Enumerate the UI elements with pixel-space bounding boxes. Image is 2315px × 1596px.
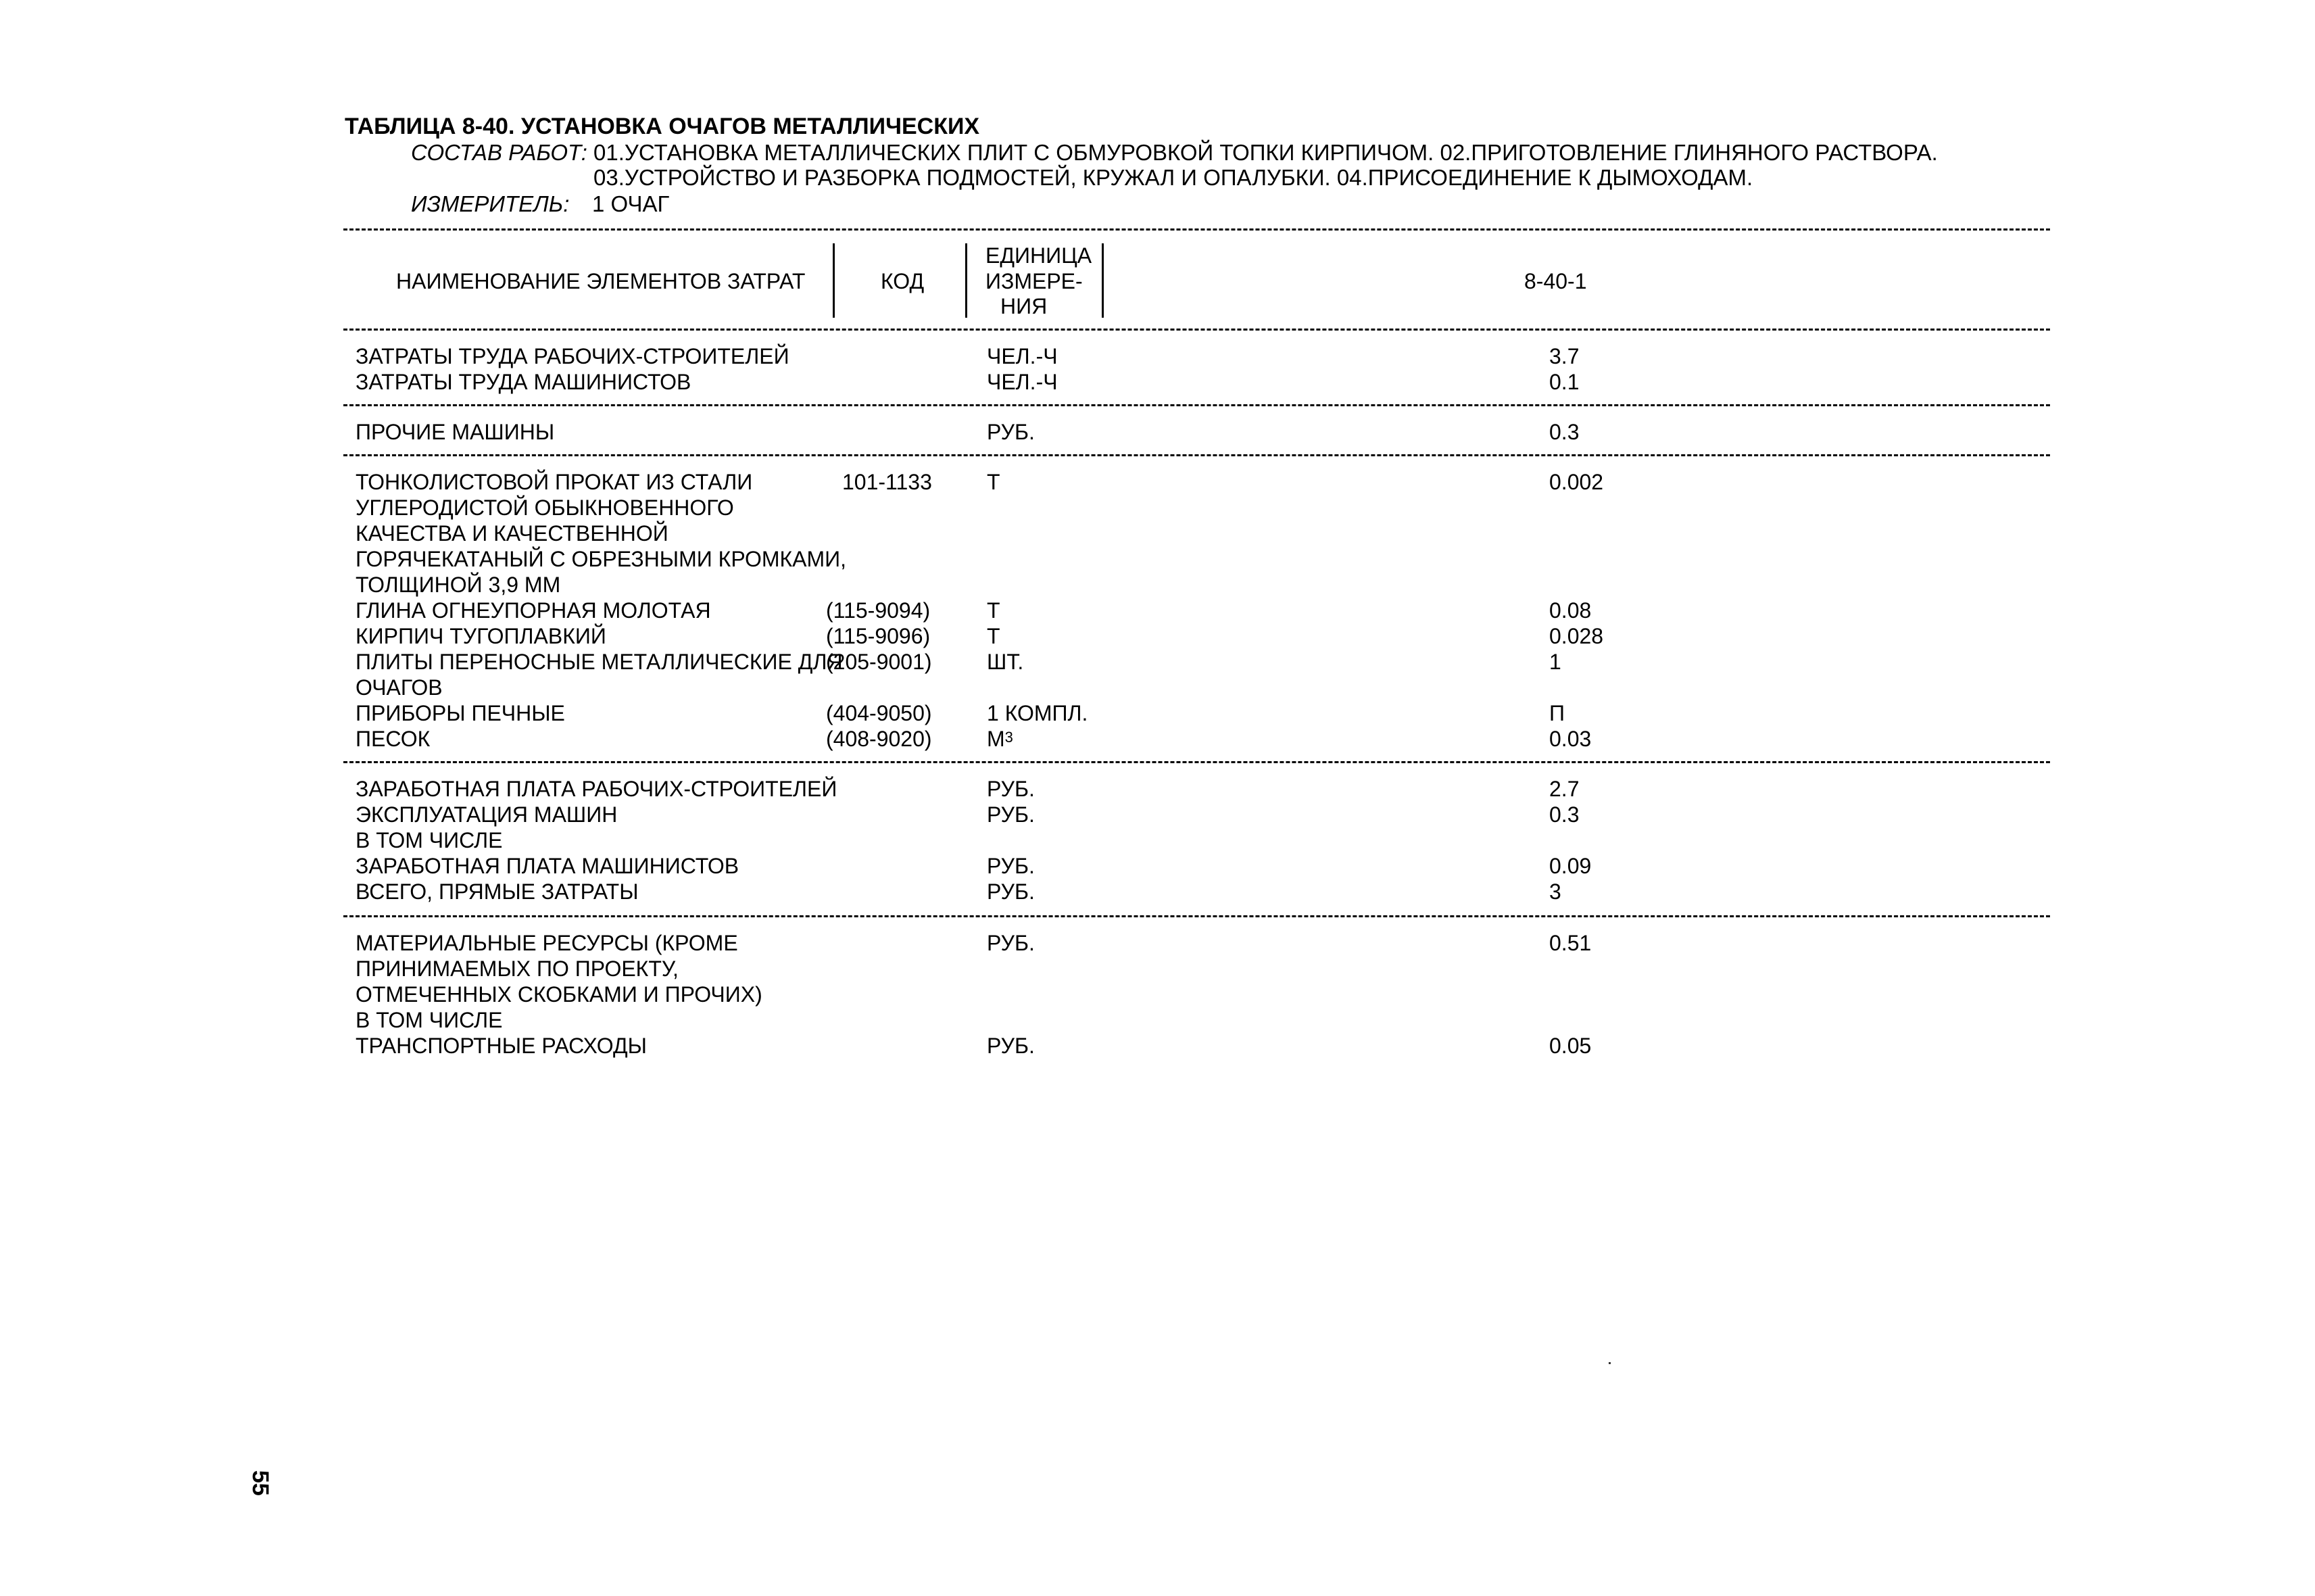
row-name: ЗАТРАТЫ ТРУДА РАБОЧИХ-СТРОИТЕЛЕЙ	[356, 344, 789, 368]
section-rule	[343, 915, 2050, 917]
composition-text-line-1: 01.УСТАНОВКА МЕТАЛЛИЧЕСКИХ ПЛИТ С ОБМУРОВКОЙ ТОПКИ КИРПИЧОМ. 02.ПРИГОТОВЛЕНИЕ ГЛИНЯНОГО РАСТВОРА.	[593, 140, 1938, 165]
scan-speck	[1609, 1362, 1611, 1364]
section-rule	[343, 404, 2050, 406]
row-name-line: В ТОМ ЧИСЛЕ	[356, 1008, 503, 1032]
column-divider	[833, 243, 835, 318]
row-unit: РУБ.	[987, 1034, 1035, 1058]
row-unit: ЧЕЛ.-Ч	[987, 370, 1058, 394]
column-header-norm: 8-40-1	[1524, 269, 1587, 293]
row-name-line: ПРИНИМАЕМЫХ ПО ПРОЕКТУ,	[356, 957, 679, 981]
row-value: 0.3	[1549, 420, 1580, 444]
row-name-line: ОЧАГОВ	[356, 675, 443, 700]
row-name: КИРПИЧ ТУГОПЛАВКИЙ	[356, 624, 606, 648]
row-name: ЗАРАБОТНАЯ ПЛАТА МАШИНИСТОВ	[356, 854, 739, 878]
row-code: (205-9001)	[826, 650, 932, 674]
unit-superscript: 3	[1004, 729, 1013, 746]
composition-text-line-2: 03.УСТРОЙСТВО И РАЗБОРКА ПОДМОСТЕЙ, КРУЖАЛ И ОПАЛУБКИ. 04.ПРИСОЕДИНЕНИЕ К ДЫМОХОДАМ.	[593, 165, 1753, 190]
section-rule	[343, 761, 2050, 763]
row-unit: РУБ.	[987, 931, 1035, 955]
row-unit: Т	[987, 470, 1000, 494]
row-code: (115-9096)	[826, 624, 931, 648]
row-unit: РУБ.	[987, 420, 1035, 444]
row-value: 0.09	[1549, 854, 1592, 878]
row-unit: 1 КОМПЛ.	[987, 701, 1088, 725]
row-value: 1	[1549, 650, 1561, 674]
row-value: 0.1	[1549, 370, 1580, 394]
row-name: ЭКСПЛУАТАЦИЯ МАШИН	[356, 802, 618, 827]
column-divider	[1102, 243, 1104, 318]
row-unit: РУБ.	[987, 854, 1035, 878]
column-header-unit-line-2: ИЗМЕРЕ-	[985, 269, 1083, 293]
row-name-line: ГОРЯЧЕКАТАНЫЙ С ОБРЕЗНЫМИ КРОМКАМИ,	[356, 547, 847, 571]
row-name-line: ОТМЕЧЕННЫХ СКОБКАМИ И ПРОЧИХ)	[356, 982, 762, 1007]
row-name-line: ТОЛЩИНОЙ 3,9 ММ	[356, 573, 561, 597]
column-header-name: НАИМЕНОВАНИЕ ЭЛЕМЕНТОВ ЗАТРАТ	[396, 269, 806, 293]
row-unit: Т	[987, 598, 1000, 623]
row-unit: РУБ.	[987, 777, 1035, 801]
row-code: 101-1133	[842, 470, 932, 494]
header-bottom-rule	[343, 329, 2050, 331]
row-code: (408-9020)	[826, 727, 932, 751]
row-name-line: ПЛИТЫ ПЕРЕНОСНЫЕ МЕТАЛЛИЧЕСКИЕ ДЛЯ	[356, 650, 843, 674]
table-top-rule	[343, 228, 2050, 231]
row-value: 3.7	[1549, 344, 1580, 368]
row-value: 0.002	[1549, 470, 1604, 494]
column-header-unit-line-3: НИЯ	[1000, 294, 1048, 318]
row-unit	[987, 726, 1013, 754]
row-value: П	[1549, 701, 1565, 725]
row-unit: Т	[987, 624, 1000, 648]
row-unit: РУБ.	[987, 879, 1035, 904]
row-name: ПЕСОК	[356, 727, 431, 751]
unit-base: М	[987, 727, 1005, 751]
column-header-unit-line-1: ЕДИНИЦА	[985, 243, 1092, 268]
row-name: ГЛИНА ОГНЕУПОРНАЯ МОЛОТАЯ	[356, 598, 711, 623]
row-value: 0.3	[1549, 802, 1580, 827]
row-name-line: УГЛЕРОДИСТОЙ ОБЫКНОВЕННОГО	[356, 495, 734, 520]
row-name: ПРИБОРЫ ПЕЧНЫЕ	[356, 701, 565, 725]
row-name: ЗАРАБОТНАЯ ПЛАТА РАБОЧИХ-СТРОИТЕЛЕЙ	[356, 777, 837, 801]
column-header-code: КОД	[881, 269, 925, 293]
row-name: ВСЕГО, ПРЯМЫЕ ЗАТРАТЫ	[356, 879, 639, 904]
row-name-line: МАТЕРИАЛЬНЫЕ РЕСУРСЫ (КРОМЕ	[356, 931, 738, 955]
row-unit: ЧЕЛ.-Ч	[987, 344, 1058, 368]
row-value: 0.51	[1549, 931, 1592, 955]
section-rule	[343, 454, 2050, 456]
row-unit: РУБ.	[987, 802, 1035, 827]
row-code: (404-9050)	[826, 701, 932, 725]
row-name: ТРАНСПОРТНЫЕ РАСХОДЫ	[356, 1034, 647, 1058]
row-value: 0.05	[1549, 1034, 1592, 1058]
row-code: (115-9094)	[826, 598, 931, 623]
row-value: 0.03	[1549, 727, 1592, 751]
row-value: 0.028	[1549, 624, 1604, 648]
row-unit: ШТ.	[987, 650, 1024, 674]
row-name: ЗАТРАТЫ ТРУДА МАШИНИСТОВ	[356, 370, 691, 394]
meter-label: ИЗМЕРИТЕЛЬ:	[411, 191, 570, 216]
meter-value: 1 ОЧАГ	[592, 191, 670, 216]
table-title: ТАБЛИЦА 8-40. УСТАНОВКА ОЧАГОВ МЕТАЛЛИЧЕСКИХ	[345, 114, 980, 139]
row-name-line: КАЧЕСТВА И КАЧЕСТВЕННОЙ	[356, 521, 668, 546]
row-name: В ТОМ ЧИСЛЕ	[356, 828, 503, 852]
row-value: 3	[1549, 879, 1561, 904]
row-name-line: ТОНКОЛИСТОВОЙ ПРОКАТ ИЗ СТАЛИ	[356, 470, 753, 494]
row-value: 0.08	[1549, 598, 1592, 623]
composition-label: СОСТАВ РАБОТ:	[411, 140, 587, 165]
row-value: 2.7	[1549, 777, 1580, 801]
row-name: ПРОЧИЕ МАШИНЫ	[356, 420, 555, 444]
page-number: 55	[247, 1470, 273, 1496]
column-divider	[965, 243, 967, 318]
